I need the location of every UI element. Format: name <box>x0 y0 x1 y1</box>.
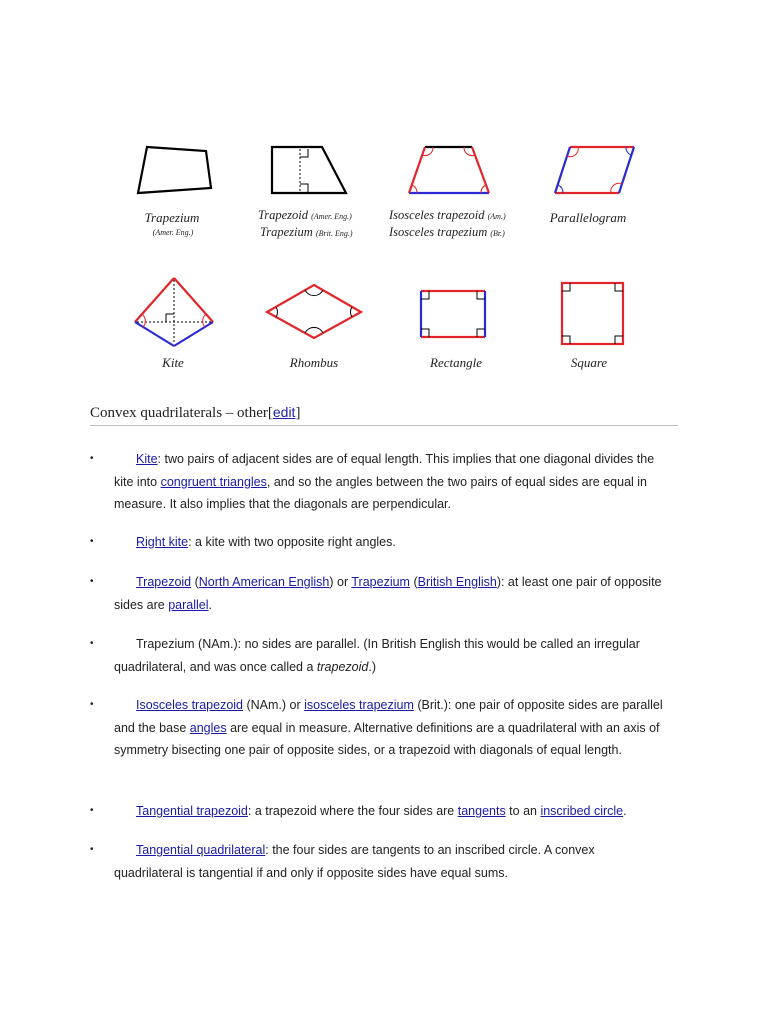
text-run: , and so the angles between the two pairs of equal sides are equal in measure. It also implies that the diagonals are perpendicular. <box>114 474 648 511</box>
bullet: • <box>90 805 94 816</box>
caption-square: Square <box>570 355 608 370</box>
wiki-link[interactable]: Kite <box>136 452 158 466</box>
text-run: : two pairs of adjacent sides are of equal length. This implies that one diagonal divides the kite into <box>114 452 655 489</box>
text-run: (NAm.) or <box>243 698 305 712</box>
trapezium-shape <box>138 147 211 193</box>
caption-isosceles-trapezium: Isosceles trapezium (Br.) <box>389 225 505 239</box>
list-item <box>90 800 670 824</box>
bullet: • <box>90 699 94 710</box>
wiki-link[interactable]: Trapezoid <box>136 575 192 589</box>
caption-kite: Kite <box>162 355 184 370</box>
rhombus-shape <box>267 285 361 338</box>
kite-shape <box>135 278 213 346</box>
text-run: . <box>208 597 212 612</box>
caption-isosceles-trapezoid: Isosceles trapezoid (Am.) <box>389 208 506 222</box>
caption-trapezoid-amer: Trapezoid (Amer. Eng.) <box>258 208 352 222</box>
section-title: Convex quadrilaterals – other <box>90 405 268 421</box>
wiki-link[interactable]: Tangential trapezoid <box>136 804 248 818</box>
wiki-link[interactable]: British English <box>417 575 497 589</box>
list-item <box>90 571 670 617</box>
caption-parallelogram: Parallelogram <box>549 210 627 225</box>
list-item <box>90 448 670 518</box>
edit-bracket-open: [ <box>267 405 273 421</box>
caption-trapezium: Trapezium <box>144 210 200 225</box>
wiki-link[interactable]: parallel <box>168 597 209 612</box>
list-item-text <box>114 839 666 884</box>
text-run: .) <box>368 659 376 674</box>
wiki-link[interactable]: Tangential quadrilateral <box>136 843 266 857</box>
list-item-text <box>114 633 666 678</box>
list-item-text <box>114 571 666 616</box>
text-run: (Brit.): one pair of opposite sides are parallel and the base <box>114 698 663 735</box>
section-heading <box>90 404 678 426</box>
text-run: . <box>623 804 627 818</box>
rectangle-shape <box>421 291 485 337</box>
text-run: ( <box>191 575 199 589</box>
wiki-link[interactable]: inscribed circle <box>540 804 624 818</box>
wiki-link[interactable]: isosceles trapezium <box>304 698 414 712</box>
text-run: ): at least one pair of opposite sides are <box>114 575 662 612</box>
text-run: : a kite with two opposite right angles. <box>188 535 396 549</box>
list-item-text <box>114 531 666 554</box>
list-item <box>90 694 670 786</box>
bullet: • <box>90 638 94 649</box>
caption-rhombus: Rhombus <box>289 355 339 370</box>
text-run: : a trapezoid where the four sides are <box>247 804 458 818</box>
text-run: : the four sides are tangents to an inscribed circle. A convex quadrilateral is tangential if and only if opposite sides have equal sums. <box>114 843 595 880</box>
caption-trapezium-note: (Amer. Eng.) <box>152 228 194 237</box>
bullet: • <box>90 536 94 547</box>
caption-rectangle: Rectangle <box>430 355 482 370</box>
trapezoid-shape <box>272 147 346 193</box>
parallelogram-shape <box>555 147 634 193</box>
wiki-link[interactable]: Isosceles trapezoid <box>136 698 244 712</box>
edit-bracket-close: ] <box>295 405 301 421</box>
bullet: • <box>90 453 94 464</box>
quadrilaterals-figure <box>0 0 768 390</box>
text-run: Trapezium (NAm.): no sides are parallel. (In British English this would be called an irregular quadrilateral, and was once called a <box>114 637 640 674</box>
list-item-text <box>114 800 666 823</box>
wiki-link[interactable]: tangents <box>457 804 506 818</box>
wiki-link[interactable]: Right kite <box>136 535 189 549</box>
list-item <box>90 839 670 885</box>
list-item-text <box>114 448 666 516</box>
bullet: • <box>90 844 94 855</box>
edit-link[interactable]: edit <box>272 404 296 420</box>
wiki-link[interactable]: North American English <box>198 575 330 589</box>
wiki-link[interactable]: angles <box>189 720 227 735</box>
list-item <box>90 531 670 555</box>
text-run: ) or <box>329 575 352 589</box>
bullet: • <box>90 576 94 587</box>
text-run: are equal in measure. Alternative definitions are a quadrilateral with an axis of symmetry bisecting one pair of opposite sides, or a trapezoid with diagonals of equal length. <box>114 720 660 757</box>
text-run: ( <box>409 575 418 589</box>
isosceles-trapezoid-shape <box>409 147 489 193</box>
list-item-text <box>114 694 666 762</box>
list-item <box>90 633 670 679</box>
wiki-link[interactable]: Trapezium <box>351 575 410 589</box>
wiki-link[interactable]: congruent triangles <box>160 474 267 489</box>
caption-trapezium-brit: Trapezium (Brit. Eng.) <box>260 225 353 239</box>
italic-text: trapezoid <box>316 659 369 674</box>
text-run: to an <box>505 804 541 818</box>
square-shape <box>562 283 623 344</box>
